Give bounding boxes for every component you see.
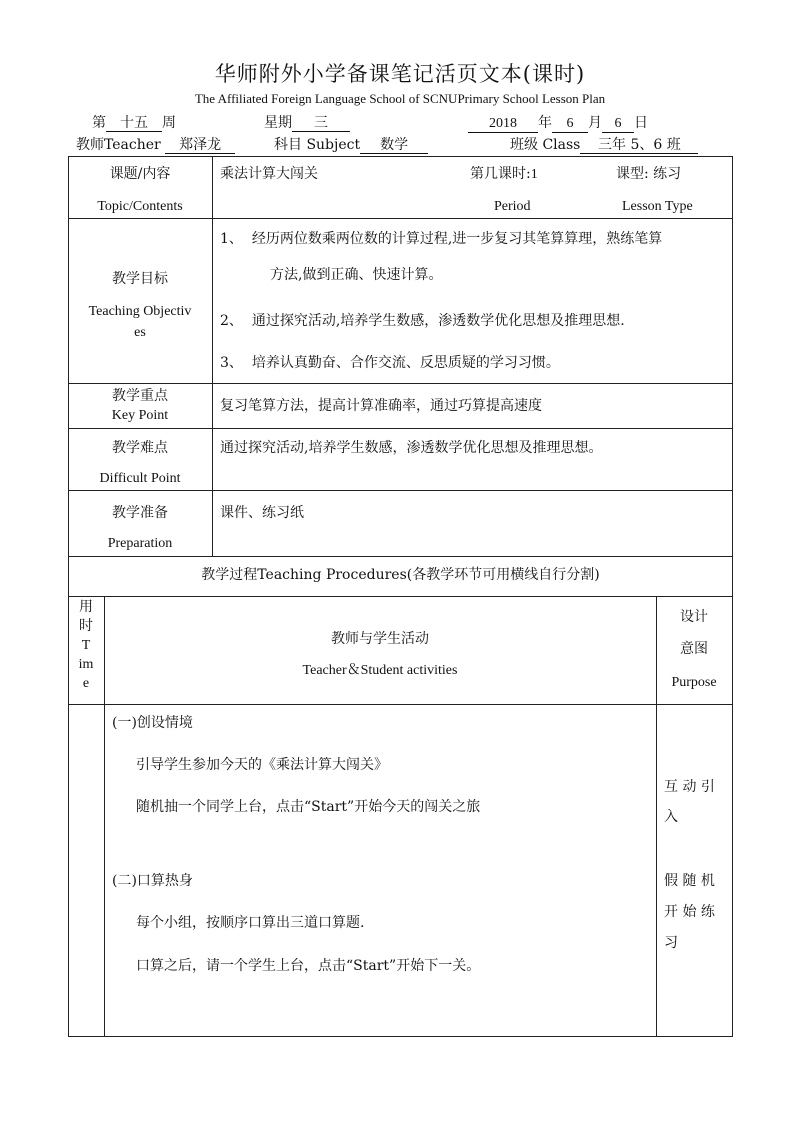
day-value: 6	[602, 116, 634, 133]
purpose-1-line-2: 入	[664, 809, 678, 825]
weekday-field: 星期 三	[264, 112, 350, 132]
difficult-point-value: 通过探究活动,培养学生数感，渗透数学优化思想及推理思想。	[220, 440, 603, 456]
purpose-header-1: 设计	[680, 609, 708, 625]
key-point-value: 复习笔算方法，提高计算准确率，通过巧算提高速度	[220, 398, 542, 414]
subject-value: 数学	[360, 137, 428, 154]
week-value: 十五	[106, 115, 162, 132]
year-value: 2018	[468, 116, 538, 133]
month-value: 6	[552, 116, 588, 133]
topic-label-en: Topic/Contents	[97, 199, 183, 214]
section-1-line-1: 引导学生参加今天的《乘法计算大闯关》	[136, 757, 388, 773]
section-2-heading: (二)口算热身	[112, 873, 193, 889]
subject-field: 科目 Subject 数学	[274, 134, 428, 154]
preparation-label-cn: 教学准备	[112, 505, 168, 521]
class-field: 班级 Class 三年 5、6 班	[510, 134, 698, 154]
objective-1-cont: 方法,做到正确、快速计算。	[270, 267, 443, 283]
lesson-type-field: 课型: 练习	[616, 166, 682, 182]
period-value: 1	[530, 167, 538, 182]
objective-1: 1、 经历两位数乘两位数的计算过程,进一步复习其笔算算理，熟练笔算	[220, 231, 663, 247]
teacher-field: 教师Teacher 郑泽龙	[76, 134, 235, 154]
objectives-label-cn: 教学目标	[112, 271, 168, 287]
section-1-heading: (一)创设情境	[112, 715, 193, 731]
purpose-2-line-1: 假 随 机	[664, 873, 715, 889]
key-point-label-cn: 教学重点	[112, 388, 168, 404]
activity-header-cn: 教师与学生活动	[331, 631, 429, 647]
purpose-2-line-2: 开 始 练	[664, 904, 715, 920]
date-field: 2018 年 6 月 6 日	[468, 112, 648, 133]
procedures-heading: 教学过程Teaching Procedures(各教学环节可用横线自行分割)	[201, 567, 600, 583]
time-column-header: 用 时 T im e	[78, 599, 94, 691]
topic-value: 乘法计算大闯关	[220, 166, 318, 182]
difficult-point-label-cn: 教学难点	[112, 440, 168, 456]
key-point-label-en: Key Point	[111, 408, 169, 423]
section-2-line-1: 每个小组，按顺序口算出三道口算题.	[136, 915, 365, 931]
class-value: 三年 5、6 班	[580, 137, 698, 154]
period-label-en: Period	[494, 199, 531, 214]
purpose-1-line-1: 互 动 引	[664, 779, 715, 795]
page-title: 华师附外小学备课笔记活页文本(课时)	[214, 62, 586, 86]
lesson-type-value: 练习	[653, 166, 682, 182]
weekday-value: 三	[292, 115, 350, 132]
teacher-value: 郑泽龙	[165, 137, 235, 154]
section-1-line-2: 随机抽一个同学上台，点击“Start”开始今天的闯关之旅	[136, 799, 481, 815]
week-field: 第 十五 周	[92, 115, 176, 131]
preparation-value: 课件、练习纸	[220, 505, 304, 521]
purpose-header-3: Purpose	[671, 675, 717, 690]
period-field: 第几课时:1	[470, 166, 538, 182]
preparation-label-en: Preparation	[107, 536, 173, 551]
activity-header-en: Teacher＆Student activities	[302, 663, 458, 678]
objective-2: 2、 通过探究活动,培养学生数感，渗透数学优化思想及推理思想.	[220, 313, 625, 329]
section-2-line-2: 口算之后，请一个学生上台，点击“Start”开始下一关。	[136, 958, 481, 974]
difficult-point-label-en: Difficult Point	[99, 471, 181, 486]
objectives-label-en-1: Teaching Objectiv	[88, 304, 192, 319]
objective-3: 3、 培养认真勤奋、合作交流、反思质疑的学习习惯。	[220, 355, 560, 371]
objectives-label-en-2: es	[134, 325, 146, 340]
purpose-2-line-3: 习	[664, 935, 678, 951]
page-subtitle: The Affiliated Foreign Language School of SCNUPrimary School Lesson Plan	[194, 91, 606, 106]
purpose-header-2: 意图	[680, 641, 708, 657]
lesson-type-label-en: Lesson Type	[622, 199, 693, 214]
topic-label-cn: 课题/内容	[109, 166, 171, 182]
